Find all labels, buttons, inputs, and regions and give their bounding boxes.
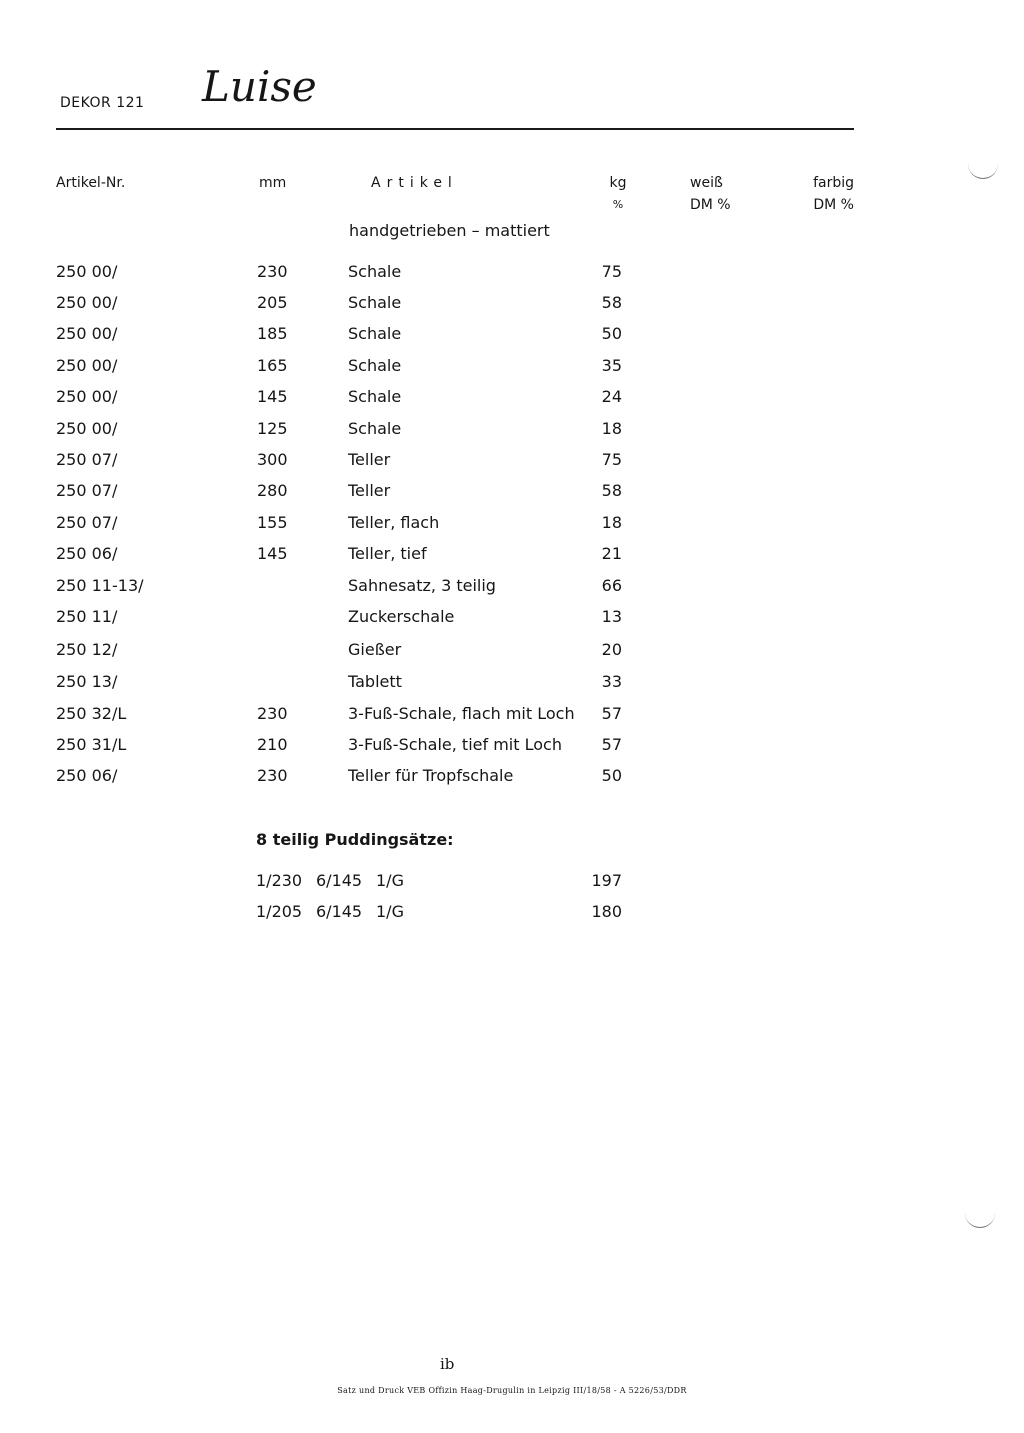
row-artikel-nr: 250 11/ [56,607,118,626]
row-kg: 66 [601,576,622,595]
table-row [0,356,1024,378]
col-header-weiss [690,172,731,216]
row-kg: 33 [601,672,622,691]
dekor-label: DEKOR 121 [60,95,145,111]
row-kg: 58 [601,293,622,312]
row-artikel: Gießer [348,640,402,659]
col-header-farbig [808,172,854,216]
row-artikel: Schale [348,324,402,343]
punch-hole-mark [968,164,998,179]
row-artikel: Teller für Tropfschale [348,766,514,785]
pudding-row [0,871,1024,893]
row-kg: 50 [601,324,622,343]
row-artikel-nr: 250 13/ [56,672,118,691]
row-mm: 230 [257,262,288,281]
row-kg: 75 [601,450,622,469]
table-row [0,735,1024,757]
punch-hole-mark [965,1213,995,1228]
row-artikel: 3-Fuß-Schale, tief mit Loch [348,735,562,754]
row-mm: 125 [257,419,288,438]
row-mm: 155 [257,513,288,532]
table-row [0,544,1024,566]
row-mm: 165 [257,356,288,375]
row-artikel-nr: 250 00/ [56,387,118,406]
row-artikel: Schale [348,387,402,406]
col-header-artikel-nr: Artikel-Nr. [56,175,126,191]
table-row [0,450,1024,472]
row-kg: 18 [601,513,622,532]
table-row [0,262,1024,284]
pudding-part-c: 1/G [376,902,404,921]
pudding-kg: 197 [591,871,622,890]
pudding-part-a: 1/205 [256,902,303,921]
row-mm: 145 [257,387,288,406]
row-artikel: Teller, tief [348,544,427,563]
row-artikel: 3-Fuß-Schale, flach mit Loch [348,704,575,723]
col-header-artikel: Artikel [371,175,458,191]
row-artikel: Zuckerschale [348,607,455,626]
table-row [0,481,1024,503]
page-title: Luise [202,62,317,111]
pudding-part-a: 1/230 [256,871,303,890]
row-artikel-nr: 250 07/ [56,450,118,469]
row-artikel: Teller [348,450,391,469]
row-artikel-nr: 250 06/ [56,766,118,785]
row-kg: 35 [601,356,622,375]
col-header-weiss-line1: weiß [690,175,723,191]
row-mm: 230 [257,766,288,785]
row-kg: 13 [601,607,622,626]
row-mm: 230 [257,704,288,723]
pudding-heading: 8 teilig Puddingsätze: [256,830,454,849]
row-artikel-nr: 250 00/ [56,356,118,375]
section-subtitle: handgetrieben – mattiert [349,221,550,240]
table-row [0,293,1024,315]
pudding-part-c: 1/G [376,871,404,890]
table-row [0,324,1024,346]
row-kg: 20 [601,640,622,659]
row-kg: 50 [601,766,622,785]
row-kg: 18 [601,419,622,438]
pudding-part-b: 6/145 [316,902,363,921]
row-mm: 185 [257,324,288,343]
row-artikel-nr: 250 32/L [56,704,127,723]
col-header-farbig-line2: DM % [813,197,854,213]
row-kg: 57 [601,735,622,754]
row-mm: 145 [257,544,288,563]
table-row [0,607,1024,629]
row-artikel: Tablett [348,672,402,691]
printer-logo: ib [440,1355,455,1373]
pudding-kg: 180 [591,902,622,921]
table-row [0,640,1024,662]
row-artikel-nr: 250 06/ [56,544,118,563]
col-header-weiss-line2: DM % [690,197,731,213]
row-kg: 58 [601,481,622,500]
row-mm: 300 [257,450,288,469]
row-artikel-nr: 250 00/ [56,324,118,343]
row-kg: 21 [601,544,622,563]
col-header-kg-line2: % [612,198,624,211]
table-row [0,766,1024,788]
table-row [0,672,1024,694]
row-artikel-nr: 250 31/L [56,735,127,754]
row-mm: 210 [257,735,288,754]
printer-imprint: Satz und Druck VEB Offizin Haag-Drugulin in Leipzig III/18/58 - A 5226/53/DDR [337,1386,687,1395]
row-artikel-nr: 250 12/ [56,640,118,659]
table-row [0,576,1024,598]
row-artikel: Teller, flach [348,513,440,532]
table-row [0,513,1024,535]
table-row [0,387,1024,409]
col-header-farbig-line1: farbig [813,175,854,191]
row-kg: 24 [601,387,622,406]
row-artikel-nr: 250 07/ [56,513,118,532]
row-kg: 75 [601,262,622,281]
row-artikel-nr: 250 00/ [56,419,118,438]
row-artikel: Schale [348,262,402,281]
row-artikel-nr: 250 07/ [56,481,118,500]
row-artikel: Sahnesatz, 3 teilig [348,576,496,595]
col-header-kg [608,172,628,216]
table-row [0,704,1024,726]
pudding-part-b: 6/145 [316,871,363,890]
pudding-row [0,902,1024,924]
row-artikel: Schale [348,419,402,438]
header-rule [56,128,854,130]
row-artikel-nr: 250 00/ [56,262,118,281]
col-header-mm: mm [259,175,287,191]
col-header-kg-line1: kg [609,175,627,191]
row-artikel-nr: 250 00/ [56,293,118,312]
row-mm: 280 [257,481,288,500]
row-mm: 205 [257,293,288,312]
row-artikel: Teller [348,481,391,500]
row-kg: 57 [601,704,622,723]
row-artikel: Schale [348,293,402,312]
row-artikel: Schale [348,356,402,375]
row-artikel-nr: 250 11-13/ [56,576,144,595]
table-row [0,419,1024,441]
